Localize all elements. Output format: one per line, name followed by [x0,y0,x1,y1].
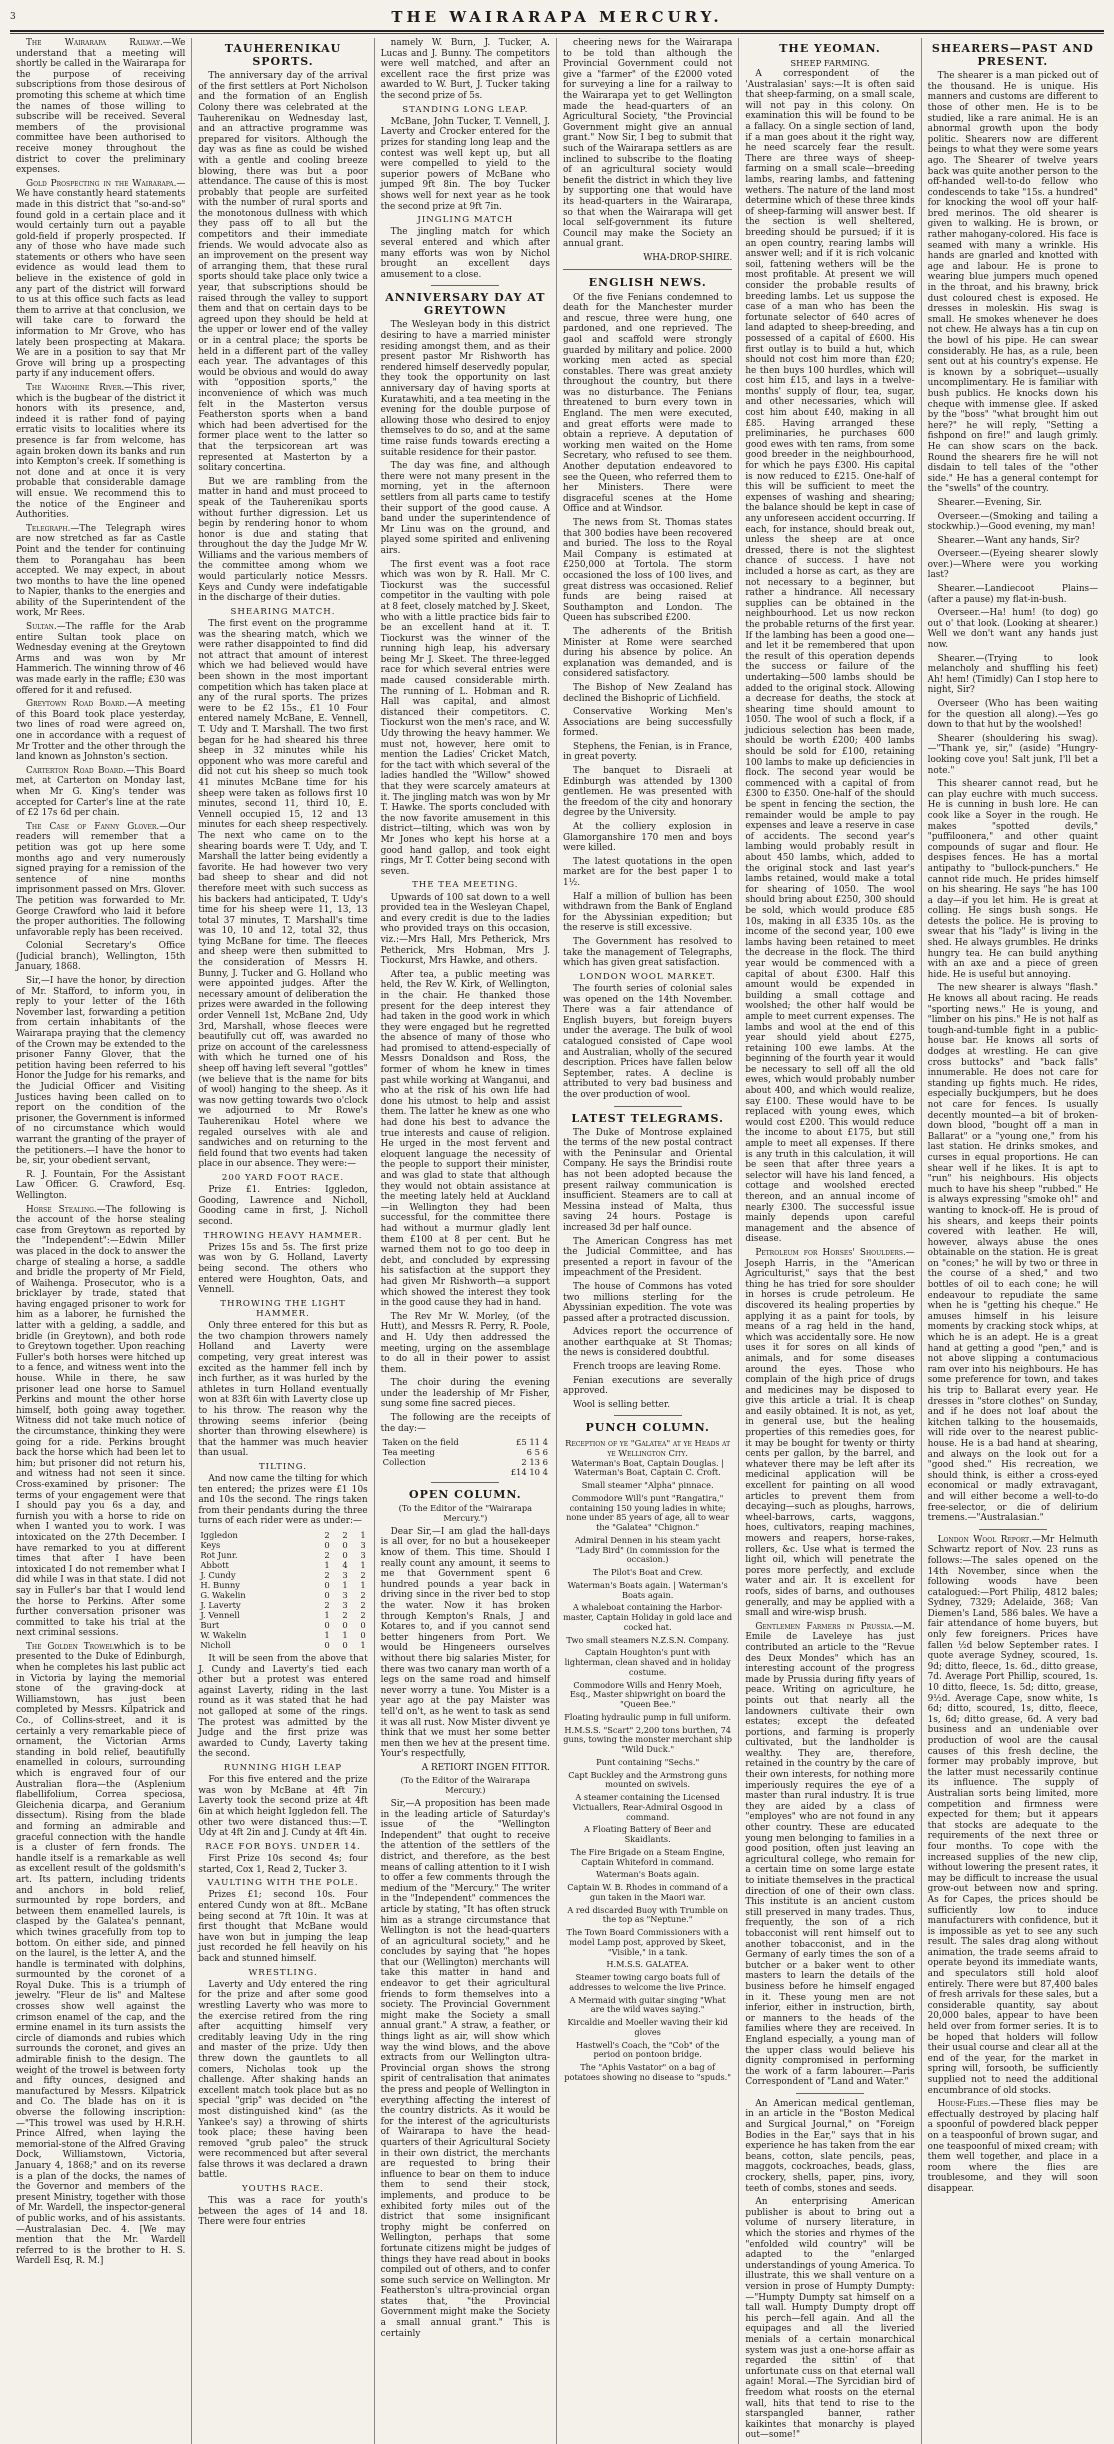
anniversary-paragraph: The Wesleyan body in this district desiring to have a married minister residing amongst them, and as their present pastor Mr Rishworth has rendered himself deservedly popular, they took the opportunity on last anniversary day of having sports at Kuratawhiti, and a tea meeting in the evening for the double purpose of allowing those who desired to enjoy themselves to do so, and at the same time raise funds towards erecting a suitable residence for their pastor. [380,320,550,458]
petroleum-item: Petroleum for Horses' Shoulders.—Joseph Harris, in the "American Agriculturist," says that the best thing he has tried for sore shoulder in horses is crude petroleum. He discovered its healing properties by applying it as a paint for tools, by means of a rag held in the hand, which was accidentally sore. He now uses it for sores on all kinds of animals, and for some diseases around the eyes. Those who complain of the high price of drugs and medicines may be disposed to give this article a trial. It is cheap and easily obtained. It is not, as yet, in general use, but the healing properties of this remedies goes, for it may be bought for twenty or thirty cents per gallon, by the barrel, and whatever there may be left after its medicinal application will be excellent for painting on all wood articles to prevent them from decaying—such as ploughs, harrows, wheel-barrows, carts, waggons, hoes, cultivators, reaping machines, mowers and reapers, horse-rakes, rollers, &c. Use what is termed the light oil, which will penetrate the pores more perfectly, and exclude water and air. It is excellent for roofs, sides of barns, and outhouses generally, and may be applied with a small and wire-wisp brush. [745,1247,915,1619]
tilting-table [198,1530,367,1650]
shearing-text: The first event on the programme was the shearing match, which we were rather disappointed to find did not attract that amount of interest which we had believed would have been shown in the most important competition which has taken place at any of the rural sports. The prizes were to be £2 15s., £1 10 Four entered namely McBane, E. Vennell, T. Udy and T. Marshall. The two first began for he had sheared his three sheep in 32 minutes while his opponent who was more careful and did not cut his sheep so much took 41 minutes McBane time for his sheep were taken as follows first 10 minutes, second 11, third 10, E. Vennell occupied 15, 12 and 13 minutes for each sheep respectively. The next who came on to the shearing boards were T. Udy, and T. Marshall the latter being evidently a favorite. He had however two very bad sheep to shear and did not therefore meet with such success as his backers had anticipated, T. Udy's time for his sheep were 11, 13, 13 total 37 minutes, T. Marshall's time was 10, 10 and 12, total 32, thus tying McBane for time. The fleeces and sheep were then submitted to the consideration of Messrs H. Bunny, J. Tucker and G. Holland who were appointed judges. After the necessary amount of deliberation the prizes were awarded in the following order Vennell 1st, McBane 2nd, Udy 3rd, Marshall, whose fleeces were beautifully cut off, was awarded no prize on account of the carelessness with which he turned one of his sheep off having left several "gottles" (we believe that is the name for bits of wool) hanging to the sheep. As it was now getting towards two o'clock we adjourned to Mr Rowe's Tauherenikau Hotel where we regaled ourselves with ale and sandwiches and on returning to the field found that two events had taken place in our absence. They were:— [198,619,368,1170]
separator [563,269,732,270]
tea-body [381,893,550,1435]
news-item-text: —The Telegraph wires are now stretched as far as Castle Point and the tender for continuing them to Porangahau has been accepted. We may expect, in about two months to have the line opened to Napier, thanks to the energies and ability of the Superintendent of the work, Mr Rees. [16,523,186,619]
throw-light-heading: THROWING THE LIGHT HAMMER. [220,1298,346,1319]
rider-name: Abbott [200,1560,229,1571]
tea-paragraph: The following are the receipts of the day:— [380,1413,550,1434]
shearers-paragraph: Overseer.—Ha! hum! (to dog) go out o' that look. (Looking at shearer.) Well we don't want any hands just now. [927,608,1098,651]
shearers-paragraph: Overseer (Who has been waiting for the question all along).—Yes go down to that hut by the woolshed! [927,699,1098,731]
sports-heading: TAUHERENIKAU SPORTS. [224,42,342,69]
news-item [16,822,185,939]
rings-a: 0 [324,1620,330,1631]
punch-line: Kircaldie and Moeller waving their kid gloves [567,2017,728,2037]
separator [614,1415,682,1416]
news-item-text: —Our readers will remember that a petition was got up here some months ago and very numerously signed praying for a remission of the sentence of nine months imprisonment passed on Mrs. Glover. The petition was forwarded to Mr. George Crawford who laid it before the proper authorities. The following unfavorable reply has been received. [16,821,186,938]
news-item-text: —The raffle for the Arab entire Sultan took place on Wednesday evening at the Greytown Arms and was won by Mr Hammerich. The winning throw of 46 was made early in the raffle; £30 was offered for it and refused. [16,622,186,696]
throw-heavy-heading: THROWING HEAVY HAMMER. [203,1230,363,1241]
rings-b: 3 [342,1590,348,1601]
prussia-item: Gentlemen Farmers in Prussia.—M. Emile de Laveleye has just contributed an article to the "Revue des Deux Mondes" which has an interesting account of the progress made by Prussia during fifty years of peace. Writing on agriculture, he points out that nearly all the landowners cultivate their own estates; except the defeated portions, and farming is properly cultivated, but the landholder is wealthy. They are, therefore, retained in the country by the care of their own interests, for nothing more imperiously requires the eye of a master than rural industry. It is true they are aided by a class of "employes" who are not found in any other country. These are educated young men belonging to families in a good position, often just leaving an agricultural college, who remain for a certain time on some large estate to initiate themselves in the practical direction of one of their own class. This institute is an ancient custom still preserved in many trades. Thus, frequently, the son of a rich tobacconist will rent himself out to another tobacconist, and in the Germany of early times the son of a butcher or a baker went to other masters to learn the details of the business before he himself engaged in it. These young men are not inferior, either in instruction, birth, or manners to the heads of the families where they are received. In England especially, a young man of the upper class would believe his dignity compromised in performing the work of a farm labourer.—Paris Correspondent of "Land and Water." [745,1621,915,2088]
standing-text: McBane, John Tucker, T. Vennell, J. Laverty and Crocker entered for the prizes for standing long leap and the contest was well kept up, but all were compelled to yield to the superior powers of McBane who jumped 9ft 8in. The boy Tucker shows well for next year as he took the second prize at 9ft 7in. [380,116,550,212]
news-item-text: R. J. Fountain, For the Assistant Law Officer. G. Crawford, Esq. Wellington. [16,1169,186,1201]
boys-heading: RACE FOR BOYS. UNDER 14. [205,1841,361,1852]
column-local-news [10,38,192,2444]
rings-b: 1 [342,1580,348,1591]
english-news-paragraph: The banquet to Disraeli at Edinburgh was attended by 1300 gentlemen. He was presented with the freedom of the city and honorary degree by the University. [562,766,733,819]
news-item [16,1205,185,1639]
punch-line: The "Aphis Vastator" on a bag of potatoes showing no disease to "spuds." [564,2062,732,2082]
tea-paragraph: The choir during the evening under the leadership of Mr Fisher, sung some fine sacred pieces. [380,1378,550,1410]
youths-heading: YOUTHS RACE. [241,2184,325,2195]
running-high-text: For this five entered and the prize was won by McBane at 4ft 7in Laverty took the second prize at 4ft 6in at which height Iggledon fell. The other two were distanced thus:—T. Udy at 4ft 2in and J. Cundy at 4ft 4in. [198,1775,368,1839]
vault-text: Prizes £1; second 10s. Four entered Cundy won at 8ft.. McBane being second at 7ft 10in. It was at first thought that McBane would have won but in jumping the leap just recorded he fell heavily on his back and stunned himself. [198,1890,368,1964]
news-item-text: Sir,—I have the honor, by direction of Mr. Stafford, to inform you, in reply to your letter of the 16th November last, forwarding a petition from certain inhabitants of the Wairarapa praying that the clemency of the Crown may be extended to the prisoner Fanny Glover, that the petition having been referred to his Honor the Judge for his remarks, and the Judicial Officer and Visiting Justices having been called on to report on the condition of the prisoner, the Government is informed of no circumstance which would warrant the granting of the prayer of the petitioners.—I have the honor to be, sir, your obedient servant, [16,976,186,1167]
news-item-lead: Horse Stealing. [26,1204,97,1215]
receipt-row [381,1467,550,1477]
column-anniversary [375,38,557,2444]
rings-c: 0 [360,1620,366,1631]
column-sports [192,38,374,2444]
wool-market-heading: LONDON WOOL MARKET. [579,971,716,982]
telegram-paragraph: The Duke of Montrose explained the terms of the new postal contract with the Peninsular and Oriental Company. He says the Brindisi route has not been adopted because the present railway communication is insufficient. Steamers are to call at Messina instead of Malta, thus saving 24 hours. Postage is increased 3d per half ounce. [562,1127,733,1233]
telegram-paragraph: The house of Commons has voted two millions sterling for the Abyssinian expedition. The vote was passed after a protracted discussion. [562,1281,733,1324]
news-item-lead: The Case of Fanny Glover. [26,821,160,832]
rings-c: 1 [360,1640,366,1651]
open-column-heading: OPEN COLUMN. [409,1488,522,1502]
wool-report-item: London Wool Report.—Mr Helmuth Schwartz report of Nov. 23 runs as follows:—The sales opened on the 14th November, since when the following woods have been catalogued:—Port Philip, 4812 bales; Sydney, 7329; Adelaide, 368; Van Diemen's Land, 586 bales. We have a fair attendance of home buyers, but only few foreigners. Prices have fallen ½d below September rates. I quote average Sydney, scoured, 1s. 9d; ditto, fleece, 1s. 6d., ditto grease, 7d. Average Port Phillip, scoured, 1s. 10 ditto, fleece, 1s. 5d; ditto, grease, 9½d. Average Cape, snow white, 1s 6d; ditto, scoured, 1s, ditto, fleece, 1s, 6d; ditto grease, 6d. A very bad business and an undeniable over production of wool are the causal causes of this fresh decline, the former may probably improve, but the latter must necessarily continue its influence. The supply of Australian sorts being limited, more competition and firmness were expected for them; but it appears that stocks are adequate to the requirements of the next three or four months. To cope with the increased supplies of the new clip, without lowering the present rates, it may be difficult to increase the usual grow-out between now and spring. As for Capes, the prices should be sufficiently low to induce manufacturers with confidence, but it is impossible as yet to see any such result. The sales drag along without animation, the trade seems afraid to operate beyond its immediate wants, and speculators still hold aloof entirely. There were but 87,400 bales of fresh arrivals for these sales, but a considerable quantity, say about 20,000 bales, appear to have been held over from former series. It is to be hoped that holders will follow their usual course and clear all at the end of the year, for the market in spring will, forsooth, be sufficiently supplied not to need the additional encumbrance of old stocks. [927,1534,1098,2096]
table-row [198,1530,367,1540]
news-item-lead: The Golden Trowel [26,1641,114,1652]
rider-name: Burt [200,1620,220,1631]
wool-market-text: The fourth series of colonial sales was opened on the 14th November. There was a fair attendance of English buyers, but foreign buyers under the average. The bulk of wool catalogued consisted of Cape wool and Australian, wholly of the secured description. Prices have fallen below September, rates. A decline is attributed to very bad business and the over production of wool. [562,983,733,1100]
news-item-lead: The Wairarapa Railway. [26,38,163,48]
tilting-after: It will be seen from the above that J. Cundy and Laverty's tied each other but a protest was entered against Laverty, riding in the last round as it was stated that he had not galloped at some of the rings. The protest was admitted by the Judge and the first prize was awarded to Cundy, Laverty taking the second. [198,1654,368,1760]
english-news-body [563,293,732,969]
rings-c: 2 [360,1590,366,1601]
shearers-heading: SHEARERS—PAST AND PRESENT. [931,42,1094,69]
english-news-paragraph: At the colliery explosion in Glamorganshire 170 men and boys were killed. [562,822,733,854]
punch-line: A red discarded Buoy with Trumble on the top as "Neptune." [567,1904,728,1925]
shearers-paragraph: Overseer.—(Smoking and tailing a stockwhip.)—Good evening, my man! [927,511,1098,533]
punch-line: Commodore Will's punt "Rangatira," containing 150 young ladies in white; none under 85 years of age, all to wear the "Galatea" "Chignon." [566,1492,730,1533]
punch-line: The Town Board Commissioners with a model Lamp post, approved by Skeet, "Visible," in a tank. [566,1927,729,1957]
rings-c: 1 [360,1580,366,1591]
table-row [198,1610,367,1620]
table-row [198,1620,367,1630]
news-item-lead: Greytown Road Board. [26,699,128,710]
telegram-paragraph: Advices report the occurrence of another earthquake at St Thomas; the news is considered doubtful. [562,1327,733,1359]
receipt-label: Tea meeting [382,1447,435,1458]
humpty-item: An enterprising American publisher is about to bring out a volume of nursery literature, in which the stories and rhymes of the "enfolded wild country" will be adapted to the "enlarged understandings of young America. To illustrate, this we shall venture on a version in prose of Humpty Dumpty:—"Humpty Dumpty sat himself on a tall wall. Humpty Dumpty dropt off his perch—fell again. And all the equipages and all the liveried menials of a certain monarchical system was just a one-horse affair as regarded the sittin' of that unfortunate cuss on that eternal wall again! Moral.—The Syrcidian bird of freedom what roosts on the eternal wall, hits that tend to rise to the starspangled banner, rather kaikintes that monarchy is played out—some!" [745,2197,915,2441]
wrestling-heading: WRESTLING. [248,1967,318,1978]
punch-line: Hastwell's Coach, the "Cob" of the period on pontoon bridge. [575,2039,720,2060]
yard-text: Prize £1. Entries: Iggledon, Gooding, Lawrence and Nicholl, Gooding came in first, J. Nicholl second. [198,1185,368,1227]
shearers-body [928,71,1098,1524]
punch-line: Steamer towing cargo boats full of addresses to welcome the live Prince. [569,1972,727,1992]
rider-name: H. Bunny [200,1580,241,1591]
house-flies-item: House-Flies.—These flies may be effectually destroyed by placing half a spoonful of powdered black pepper on a teaspoonful of brown sugar, and one teaspoonful of mixed cream; with them well together, and place in a room where the flies are troublesome, and they will soon disappear. [927,2099,1098,2194]
throw-light-text: Only three entered for this but as the two champion throwers namely Holland and Laverty were competing, very great interest was excited as the hammer fell inch by inch further, as it was hurled by the athletes in turn Holland eventually won at 83ft 6in with Laverty close up to his throw. The reason why the throwing seems inferior (being shorter than throwing elsewhere) is that the hammer was much heavier than usual. [198,1321,368,1459]
english-news-paragraph: Stephens, the Fenian, is in France, in great poverty. [562,741,733,763]
punch-line: Floating hydraulic pump in full uniform. [564,1711,732,1722]
punch-line: A whaleboat containing the Harbor-master, Captain Holiday in gold lace and cocked hat. [563,1602,733,1632]
telegram-paragraph: Wool is selling better. [572,1399,671,1410]
masthead [10,4,1104,32]
yard-heading: 200 YARD FOOT RACE. [221,1172,345,1183]
punch-line: Captain Houghton's punt with lighterman, clean shaved and in holiday costume. [564,1647,731,1677]
tea-paragraph: Upwards of 100 sat down to a well provided tea in the Wesleyan Chapel, and every credit is due to the ladies who provided trays on this occasion, viz.:—Mrs Hall, Mrs Petherick, Mrs Petherick, Mrs Hobman, Mrs J. Tiockurst, Mrs Hawke, and others. [380,892,550,967]
shearers-paragraph: The shearer is a man picked out of the thousand. He is unique. His manners and customs are different to those of other men. He is to be studied, like a rare animal. He is an abnormal growth upon the body politic. Shearers now are different beings to what they were some years ago. The Shearer of twelve years back was quite another person to the off-handed well-to-do fellow who condescends to take "15s. a hundred" for knocking the wool off your half-bred merinos. The old shearer is given to walking. He is brown, or rather mahogany-colored. His face is seamed with many a wrinkle. His hands are gnarled and knotted with age and labour. He is prone to wearing blue jumpers much opened in the throat, and his brawny, brick dust coloured chest is exposed. He dresses in moleskin. His swag is small. He smokes whenever he does not chew. He always has a tin cup on the bowl of his pipe. He can swear considerably. He has, as a rule, been sent out at his country's expense. He is known by a sobriquet—usually uncomplimentary. He is familiar with bush publics. He knocks down his cheque with immense glee. If asked by the "boss" "what brought him out here?" he will reply, "Setting a fishpond on fire!" and laugh grimly. He can show scars on the back. Round the shearers fire he will not disdain to tell tales of the "other side." He has a general contempt for the "swells" of the country. [927,71,1098,495]
news-item [16,383,185,521]
receipt-amount: £14 10 4 [510,1467,548,1478]
news-item [16,524,185,619]
punch-line: A steamer containing the Licensed Victuallers, Rear-Admiral Osgood in command. [572,1792,723,1822]
anniversary-paragraph: The first event was a foot race which was won by R. Hall. Mr C. Tiockurst was the successful competitor in the vaulting with pole at 8 feet, closely matched by J. Skeet, who with a little practice bids fair to be an excellent hand at it. T. Tiockurst was the winner of the running high leap, his adversary being Mr J. Skeet. The three-legged race for which several entries were made caused considerable mirth. The running of L. Hobman and R. Hall was capital, and almost distanced their competitors. C. Tiockurst won the men's race, and W. Udy throwing the heavy hammer. We must not, however, here omit to mention the Ladies' Cricket Match, for the tact with which several of the ladies handled the "Willow" showed that they were scarcely amateurs at it. The jingling match was won by Mr T. Hawke. The sports concluded with the now favorite amusement in this district—tilting, which was won by Mr Jones who kept his horse at a good hand gallop, and took eight rings, Mr T. Cotter being second with seven. [380,559,550,877]
news-item-text: —The following is the account of the horse stealing case from Greytown as reported by the "Independent":—Edwin Miller was placed in the dock to answer the charge of stealing a horse, a saddle and bridle the property of Mr Field, of Waihenga. Prosecutor, who is a bricklayer by trade, stated that having engaged prisoner to work for him as a laborer, he furnished the latter with a gelding, a saddle, and bridle (in Greytown), and both rode to Greytown together. Upon reaching Fuller's both horses were hitched up to a fence, and witness went into the house. While in there, he saw prisoner lead one horse to Samuel Perkins and mount the other horse himself, both going away together. Witness did not take much notice of the circumstance, thinking they were going for a ride. Perkins brought back the horse which had been let to him; but prisoner did not return his, and witness had not seen it since. Cross-examined by prisoner: The terms of your engagement were that I should pay you 6s a day, and furnish you with a horse to ride on when I wanted you to work. I was intoxicated on the 27th December. I have remarked to you at different times that after I have been intoxicated I do not remember what I did while I was in that state. I did not say in Fuller's bar that I would lend the horse to Perkins. After some further conversation prisoner was committed to take his trial at the next criminal sessions. [16,1204,186,1639]
english-news-paragraph: Conservative Working Men's Associations are being successfully formed. [562,707,733,739]
shearing-heading: SHEARING MATCH. [230,606,336,617]
rider-name: J. Laverty [200,1600,241,1611]
rings-a: 2 [324,1550,330,1561]
table-row [198,1580,367,1590]
rings-b: 2 [342,1530,348,1541]
page-number: 3 [10,12,16,22]
receipt-label: Taken on the field [382,1437,459,1448]
throw-heavy-text: Prizes 15s and 5s. The first prize was won by G. Holland, Laverty being second. The others who entered were Houghton, Oats, and Vennell. [198,1242,368,1296]
table-row [198,1630,367,1640]
standing-heading: STANDING LONG LEAP. [402,104,529,115]
shearers-paragraph: Shearer.—Landiecoot Plains—(after a pause) my flat-in-bush. [927,584,1098,605]
anniversary-paragraph: The day was fine, and although there were not many present in the morning, yet in the afternoon settlers from all parts came to testify their support of the good cause. A band under the superintendence of Mr Linu was on the ground, and played some spirited and enlivening airs. [380,461,550,556]
rider-name: Keys [200,1540,221,1551]
punch-line: Capt Buckley and the Armstrong guns mounted on swivels. [568,1769,728,1790]
separator [431,1482,499,1483]
punch-line: H.M.S.S. GALATEA. [606,1959,689,1970]
column-english-news [557,38,739,2444]
anniversary-heading: ANNIVERSARY DAY AT GREYTOWN [385,291,546,318]
news-item [16,1170,185,1202]
open-editor-note: (To the Editor of the "Wairarapa Mercury.") [398,1503,533,1524]
tea-paragraph: After tea, a public meeting was held, the Rev W. Kirk, of Wellington, in the chair. He thanked those present for the deep interest they had taken in the good work in which they were engaged but he regretted the absence of many of those who had promised to attend-especially of Messrs Donaldson and Ross, the former of whom he knew in times past while working at Wanganui, and who at the risk of his own life had done his utmost to help and assist them. The latter he knew as one who had done his best to advance the true interests and cause of religion. He urged in the most fervent and eloquent language the necessity of the people to support their minister, and was glad to state that although they would not obtain assistance at the meeting lately held at Auckland—in Wellington they had been successful, for the committee there had without a murmur gladly lent them £100 at 8 per cent. But he warned them not to go too deep in debt, and concluded by expressing his satisfaction at the support they had given Mr Rishworth—a support which showed the interest they took in the good cause they had in hand. [380,969,550,1309]
telegram-paragraph: French troops are leaving Rome. [572,1362,721,1373]
news-item-lead: Sultan. [26,622,57,633]
table-row [198,1550,367,1560]
punch-line: Waterman's Boats again. [596,1869,700,1880]
rider-name: Nicholl [200,1640,231,1651]
punch-line: Punt containing "Sechs." [596,1756,700,1767]
youths-continued: namely W. Burn, J. Tucker, A. Lucas and J. Bunny. The competitors were well matched, and after an excellent race the first prize was awarded to W. Burt, J. Tucker taking the second prize of 5s. [380,38,550,101]
shearers-paragraph: The new shearer is always "flash." He knows all about racing. He reads "sporting news." He is young, and "limber on his pins." He is not half as tough-and-tumble fight in a public-house bar. He knows all sorts of dodges at wrestling. He can give cross buttocks" and "back falls" innumerable. He does not care for standing up fights much. He rides, especially buckjumpers, but he does not care for fences. Is usually decently mounted—a bit of broken-down blood, "bought off a man in Ballarat" or a "young one," from his last station. He drinks smokes, and curses in equal proportions. He can shear well if he likes. It is apt to "run" his neighbours. His objects much to have his sheep "rubbed." He is always expressing "smoke oh!" and wanting to knock-off. He is proud of his shears, and keeps their points covered with leather. He will, however, always abuse the ones obtainable on the station. He is great on "cones;" he will by two or three in the course of a shed," and two bottles of oil to each cone; he will endeavour to repudiate the same when he is "getting his cheque." He amuses himself in his leisure moments by cracking stock whips, at which he is an adept. He is a great hand at getting a good "pen," and is not above slipping a contumacious ram over into his neighbours. He has some preference for town, and takes his trip to Ballarat every year. He dresses in "store clothes" on Sunday, and if he does not loaf about the kitchen talking to the housemaids, will ride over to the nearest public-house. He is a bad hand at shearing, and always on the look out for a "good shed." His recreation, we should think, is either a cross-eyed economical or madly extravagant, and will either become a well-to-do free-selector, or die of delirium tremens.—"Australasian." [927,983,1098,1524]
shearers-paragraph: Shearer (shouldering his swag).—"Thank ye, sir," (aside) "Hungry-looking cove you! Salt junk, I'll bet a note." [927,733,1098,776]
separator [979,1529,1047,1530]
punch-body [563,1459,732,2083]
table-row [198,1570,367,1580]
rings-c: 1 [360,1530,366,1541]
english-news-heading: ENGLISH NEWS. [588,276,707,290]
news-item-text: —This Board met, at Carterton on Monday last, when Mr G. King's tender was accepted for Carter's line at the rate of £2 17s 6d per chain. [16,765,186,819]
news-item [16,622,185,696]
receipts-table [381,1437,550,1477]
sports-intro-2: But we are rambling from the matter in hand and must proceed to speak of the Tauherenikau sports without further digression. Let us begin by rendering honor to whom honor is due and stating that throughout the day the Judge Mr W. Williams and the various members of the committee among whom we would particularly notice Messrs. Keys and Cundy were indefatigable in the discharge of their duties. [198,476,368,604]
news-item [16,179,185,380]
rider-name: Iggledon [200,1530,238,1541]
english-news-paragraph: The news from St. Thomas states that 300 bodies have been recovered and buried. The loss to the Royal Mail Company is estimated at £250,000 at Tortola. The storm occasioned the loss of 100 lives, and great distress was occasioned. Relief funds are being raised at Southampton and London. The Queen has subscribed £200. [562,518,733,624]
rings-b: 1 [342,1630,348,1641]
rings-b: 2 [342,1610,348,1621]
rings-c: 2 [360,1570,366,1581]
rings-c: 3 [360,1550,366,1561]
punch-line: The Pilot's Boat and Crew. [592,1567,703,1578]
rings-c: 1 [360,1560,366,1571]
second-letter: Sir,—A proposition has been made in the leading article of Saturday's issue of the "Wellington Independent" that ought to receive the attention of the settlers of the district, and therefore, as the best means of calling attention to it I wish to offer a few comments through the medium of the "Mercury." The writer in the "Independent" commences the article by stating, "It has often struck him as a strange circumstance that Wellington is not the head-quarters of an agricultural society," and he concludes by saying that "he hopes that our (Wellington) merchants will take this matter in hand and endeavor to get their agricultural friends to form themselves into a society. The Provincial Government might make the Society a small annual grant." A straw, a feather, or things light as air, will show which way the wind blows, and the above extracts from our Wellington ultra-Provincial organ shows the strong spirit of centralisation that animates the press and people of Wellington in everything affecting the interest of the country districts. As it would be for the interest of the agriculturists of Wairarapa to have the head-quarters of their Agricultural Society in their own district, the merchants are requested to bring their influence to bear on them to induce them to send their stock, implements, and produce to be exhibited forty miles out of the district that some insignificant trophy might be conferred on Wellington, perhaps that some fortunate citizens might be judges of things they have read about in books compiled out of others, and to confer some such service on Wellington. Mr Featherston's ultra-provincial organ states that, "the Provincial Government might make the Society a small annual grant." This is certainly [380,1798,550,2339]
rings-b: 3 [342,1570,348,1581]
column-shearers [922,38,1104,2444]
punch-line: Waterman's Boats again. | Waterman's Boats again. [567,1579,728,1600]
punch-line: A Floating Battery of Beer and Skaidlants. [584,1824,712,1845]
rings-a: 2 [324,1570,330,1581]
news-item [16,766,185,819]
telegram-paragraph: Fenian executions are severally approved. [562,1375,733,1397]
american-item: An American medical gentleman, in an article in the "Boston Medical and Surgical Journal," on "Foreign Bodies in the Ear," says that in his experience he has taken from the ear beans, cotton, slate pencils, peas, maggots, cockroaches, beads, glass, crockery, shells, paper, pins, ivory, teeth of combs, stones and seeds. [745,2098,915,2194]
news-item [16,1642,185,2267]
news-item [16,699,185,763]
tilting-heading: TILTING. [258,1461,308,1472]
rings-a: 0 [324,1590,330,1601]
running-high-heading: RUNNING HIGH LEAP [223,1763,343,1773]
rings-a: 1 [324,1560,330,1571]
yeoman-text: A correspondent of the 'Australasian' says:—It is often said that sheep-farming, on a small scale, will not pay in this colony. On examination this will be found to be a fallacy. On a single section of land, if a man goes about it the right way, he need scarcely fear the result. There are three ways of sheep-farming on a small scale—breeding lambs, rearing lambs, and fattening wethers. The nature of the land most determine which of these three kinds of sheep-farming will answer best. If the section is well sheltered, breeding should be pursued; if it is an open country, rearing lambs will answer well; and if it is rich volcanic soil, fattening wethers will be the most profitable. At present we will consider the probable results of breeding lambs. Let us suppose the case of a man who has been the fortunate selector of 640 acres of land adapted to sheep-breeding, and possessed of a capital of £600. His first outlay is to build a hut, which should not cost him more than £20; he then buys 100 hurdles, which will cost him £15, and lays in a twelve-months' supply of flour, tea, sugar, and other necessaries, which will cost him about £40, making in all £85. Having arranged these preliminaries, he purchases 600 good ewes with ten rams, from some good breeder in the neighbourhood, for which he pays £300. His capital is now reduced to £215. One-half of this will be sufficient to meet the expenses of washing and shearing; the balance should be kept in case of any unforeseen accident occurring. If each, for instance, should break out, unless the sheep are at once dressed, there is not the slightest chance of success. I have not included a horse as cart, as they are not necessary to a beginner, but rather a hindrance. All necessary supplies can be obtained in the neighbourhood. Let us now reckon the probable returns of the first year. If the lambing has been a good one—and let it be remembered that upon the result of this operation depends the success or failure of the undertaking—500 lambs should be added to the original stock. Allowing a decrease for deaths, the stock at shearing time should amount to 1050. The wool of such a flock, if a judicious selection has been made, should be worth £200; 400 lambs should be sold for £100, retaining 100 lambs to make up deficiencies in flock. The second year would be commenced with a capital of from £300 to £350. One-half of the should be spent in fencing the section, the remainder would be ample to pay expenses and leave a reserve in case of accidents. The second year's lambing would probably result in about 450 lambs, which, added to the original stock and last year's lambs retained, would make a total for shearing of 1050. The wool should bring about £250, 300 should be sold, which would produce £85 10s, making in all £335 10s. as the income of the second year, 100 ewe lambs having been retained to meet the decrease in the flock. The third year would be commenced with a capital of about £300. Half this amount would be expended in building a small cottage and woolshed; the other half would be ample to meet current expenses. The lambs and wool at the end of this year should yield about £275, retaining 100 ewe lambs. At the beginning of the fourth year it would be necessary to sell off all the old ewes, which would probably number about 400, and which would realize, say £100. These would have to be replaced with young ewes, which would cost £200. This would reduce the income to about £175, but still ample to meet all expenses. If there is any truth in this calculation, it will be seen that after three years a selector will have his land fenced, a cottage and woolshed erected thereon, and an annual income of nearly £300. The successful issue mainly depends upon careful management and the absence of disease. [745,69,915,1245]
punch-line: Admiral Dennen in his steam yacht "Lady Bird" (in commission for the occasion.) [574,1534,721,1565]
english-news-paragraph: The Government has resolved to take the management of Telegraphs, which has given great satisfaction. [562,936,733,969]
news-item-text: —We understand that a meeting will shortly be called in the Wairarapa for the purpose of receiving subscriptions from those desirous of promoting this scheme at which time the names of those willing to subscribe will be received. Several members of the provisional committee have been authorised to receive money throughout the district to cover the preliminary expenses. [16,38,186,176]
news-item-lead: The Waiohine River. [26,383,125,393]
wrestling-text: Laverty and Udy entered the ring for the prize and after some good wrestling Laverty who was more to the exercise retired from the ring after acquitting himself very creditably leaving Udy in the ring and master of the prize. Udy then threw down the gauntlets to all comers, Nicholas took up the challenge. After shaking hands an excellent match took place but as no special "grip" was decided on "the most distinguished kind" (as the Yankee's say) a throwing of shirts took place; these having been removed "grub paleo" the struck were recommenced but after several false throws it was declared a drawn battle. [198,1979,368,2181]
rings-c: 0 [360,1630,366,1641]
english-news-paragraph: The adherents of the British Minister at Rome were searched during his absence by police. An explanation was demanded, and is considered satisfactory. [562,626,733,680]
anniversary-body [381,320,550,877]
news-item-lead: Gold Prospecting in the Wairarapa. [26,178,177,189]
shearers-paragraph: Overseer.—(Eyeing shearer slowly over.)—Where were you working last? [927,549,1098,581]
columns [10,38,1104,2441]
separator [431,285,499,286]
separator [796,2093,864,2094]
rider-name: J. Vennell [200,1610,240,1621]
receipt-row [381,1447,550,1457]
receipt-label: Collection [382,1457,426,1468]
second-editor-note: (To the Editor of the Wairarapa Mercury.) [400,1775,531,1796]
table-row [198,1540,367,1550]
telegrams-body [563,1128,732,1411]
sports-intro-1: The anniversary day of the arrival of the first settlers at Port Nicholson and the formation of an English Colony there was celebrated at the Tauherenikau on Wednesday last, and an attractive programme was prepared for visitors. Although the day was as fine as could be wished with a gentle and cooling breeze blowing, there was but a poor attendance. The cause of this is most probably that people are surfeited with the number of rural sports and the monotonous dullness with which they pass off to all but the competitors and their immediate friends. We would advocate also as an improvement on the present way of arranging them, that these rural sports should take place only twice a year, that subscriptions should be raised through the valley to support them and that on certain days to be agreed upon they should be held at the upper or lower end of the valley or in a central place; the sports be held in a different part of the valley each year. The advantages of this would be obvious and would do away with "opposition sports," the inconvenience of which was much felt in the Masterton versus Featherston sports when a band which had been advertised for the former place went to the latter so that the terpsicorean art was represented at Masterton by a solitary concertina. [198,71,368,474]
rings-c: 3 [360,1540,366,1551]
rider-name: W. Wakelin [200,1630,247,1641]
shearers-paragraph: This shearer cannot read, but he can play euchre with much success. He is cunning in bush lore. He can cook like a Soyer in the rough. He makes "spotted devils," "puffiloonera," and other quaint compounds of sugar and flour. He despises fences. He has a mortal antipathy to "bullock-punchers." He cannot ride much. He prides himself on his shearing. He says "he has 100 a day—if you let him. He is great at colling. He sings bush songs. He detests the police. He is proving to swear that his "lady" is living in the shed. He always grumbles. He drinks hungry tea. He can build anything with an axe and a piece of green hide. He is useful but annoying. [927,779,1098,980]
receipt-row [381,1437,550,1447]
letter-signature: WHA-DROP-SHIRE. [643,252,733,263]
header-rule [10,33,1104,34]
shearers-paragraph: Shearer.—Want any hands, Sir? [937,535,1080,546]
news-item-text: —We have constantly heard statements made in this district that "so-and-so" found gold in a certain place and it would certainly turn out a payable gold-field if properly prospected. If any of those who have made such statements or others who have seen evidence as would lead them to believe in the existence of gold in any part of the district will forward to us at this office such facts as lead them to arrive at that conclusion, we will take care to forward the information to Mr Grove, who has lately been prospecting at Makara. We are in a position to say that Mr Grove will bring up a prospecting party if any inducement offers. [16,178,186,380]
rider-name: Rot Junr. [200,1550,238,1561]
receipt-amount: 2 13 6 [521,1457,548,1468]
jingling-text: The jingling match for which several entered and which after many efforts was won by Nichol brought an excellent days amusement to a close. [380,227,550,280]
rings-a: 1 [324,1610,330,1621]
rings-b: 4 [342,1560,348,1571]
punch-line: Captain W. B. Rhodes in command of a gun taken in the Maori war. [567,1882,728,1902]
rings-b: 0 [342,1640,348,1651]
rings-b: 0 [342,1540,348,1551]
english-news-paragraph: The Bishop of New Zealand has declined the Bishopric of Lichfield. [562,682,733,704]
receipt-amount: £5 11 4 [516,1437,548,1448]
rings-b: 0 [342,1620,348,1631]
receipt-row [381,1457,550,1467]
newspaper-title: THE WAIRARAPA MERCURY. [391,8,723,26]
receipt-amount: 6 5 6 [526,1447,548,1458]
rings-c: 2 [360,1600,366,1611]
sheep-farming-heading: SHEEP FARMING. [790,58,870,69]
news-item [16,941,185,973]
punch-line: The Fire Brigade on a Steam Engine, Captain Whiteford in command. [570,1846,725,1867]
english-news-paragraph: Half a million of bullion has been withdrawn from the Bank of England for the Abyssinian expedition; but the reserve is still excessive. [562,891,733,934]
table-row [198,1640,367,1650]
english-news-paragraph: The latest quotations in the open market are for the best paper 1 to 1½. [562,856,733,889]
punch-line: Small steamer "Alpha" pinnace. [581,1480,714,1491]
punch-subheading: Reception of ye "Galatea" at ye Heads at ye Wellington City. [565,1437,731,1458]
table-row [198,1590,367,1600]
tilting-text: And now came the tilting for which ten entered; the prizes were £1 10s and 10s the second. The rings taken from their pendants during the three turns of each rider were as under:— [198,1474,368,1527]
news-item [16,38,185,176]
punch-line: A Mermaid with guitar singing "What are the wild waves saying." [569,1994,726,2015]
rings-b: 3 [342,1600,348,1611]
tea-paragraph: The Rev Mr W. Morley, (of the Hutt), and Messrs R. Perry, R. Poole, and H. Udy then addressed the meeting, urging on the assemblage to do all in their power to assist them. [380,1311,550,1375]
punch-line: Commodore Wills and Henry Moeh, Esq., Master shipwright on board the "Queen Bee." [569,1679,726,1710]
rings-a: 0 [324,1580,330,1591]
rings-c: 2 [360,1610,366,1621]
punch-line: Two small steamers N.Z.S.N. Company. [566,1634,729,1645]
boys-text: First Prize 10s second 4s; four started, Cox 1, Read 2, Tucker 3. [198,1854,368,1875]
news-item-text: —This river, which is the bugbear of the district it honors with its presence, and, indeed it is rather fond of paying erratic visits to localities where its presence is far from welcome, has again broken down its banks and run into Kempton's creek. If something is not done and at once it is very probable that considerable damage will ensue. We recommend this to the notice of the Engineer and Authorities. [16,383,186,521]
letter-continued: cheering news for the Wairarapa to be told than although the Provincial Government could not give a "farmer" of the £2000 voted for surveying a line for a railway to the Wairarapa yet to get Wellington made the head-quarters of an Agricultural Society, "the Provincial Government might give an annual grant." Now Sir, I beg to submit that such of the Wairarapa settlers as are inclined to subscribe to the floating of an agricultural society would benefit the district in which they live by supporting one that would have its head-quarters in the Wairarapa, so that when the Wairarapa will get local self-government its future Council may make the Society an annual grant. [562,38,733,250]
rings-a: 1 [324,1630,330,1641]
shearers-paragraph: Shearer.—(Trying to look melancholy and shuffling his feet) Ah! hem! (Timidly) Can I stop here to night, Sir? [927,653,1098,696]
english-news-paragraph: Of the five Fenians condemned to death for the Manchester murder and rescue, three were hung, one pardoned, and one reprieved. The gaol and scaffold were strongly guarded by military and police. 2000 working men acted as special constables. There was great anxiety throughout the country, but there was no disturbance. The Fenians threatened to burn every town in England. The men were executed, and great efforts were made to obtain a reprieve. A deputation of working men waited on the Home Secretary, who refused to see them. Another deputation endeavored to see the Queen, who referred them to her Ministers. There were disgraceful scenes at the Home Office and at Windsor. [562,292,733,515]
vault-heading: VAULTING WITH THE POLE. [207,1878,359,1889]
open-letter: Dear Sir,—I am glad the hall-days is all over, for no but a housekeeper know of them. This time. Should I really count any amount, it seems to me that Government spent 6 hundred pounds a year back in driving since in the river bed to stop the water. Now it has broken through Kempton's Rnals, J and Kotares to, and if you cannot send better hingeners from Port. We would be Hingeneers ourselves without there big salaries Mister, for there was two canary man worth of a legs on the same road and himself never worry a tune. You Mister is a year ago at the pay Maister was tell'd on't, as he went to task as send it was all rust. Now Mister divvent ye think that we must her some better men then we hev at the present time. Your's respectfully, [380,1526,550,1760]
rider-name: G. Wakelin [200,1590,246,1601]
rings-a: 0 [324,1640,330,1651]
column-yeoman [739,38,921,2444]
news-item [16,976,185,1167]
rings-a: 2 [324,1530,330,1541]
rings-a: 0 [324,1540,330,1551]
table-row [198,1600,367,1610]
news-item-lead: Telegraph. [26,523,71,534]
jingling-heading: JINGLING MATCH [417,215,514,226]
table-row [198,1560,367,1570]
receipt-label [381,1467,493,1477]
punch-column-heading: PUNCH COLUMN. [585,1421,710,1435]
rings-b: 0 [342,1550,348,1561]
news-item-text: —A meeting of this Board took place yesterday, two lines of road were agreed on, one in accordance with a request of Mr Trotter and the other through the land known as Johnston's section. [16,699,186,763]
news-item-lead: Carterton Road Board. [26,765,126,776]
rider-name: J. Cundy [200,1570,236,1581]
punch-line: Waterman's Boat, Captain Douglas. | Waterman's Boat, Captain C. Croft. [571,1457,724,1478]
telegrams-heading: LATEST TELEGRAMS. [571,1111,724,1125]
yeoman-heading: THE YEOMAN. [779,42,881,55]
telegram-paragraph: The American Congress has met the Judicial Committee, and has presented a report in favour of the impeachment of the President. [562,1236,733,1279]
tea-heading: THE TEA MEETING. [412,880,519,891]
shearers-paragraph: Shearer.—Evening, Sir. [937,497,1042,508]
news-item-text: Colonial Secretary's Office (Judicial branch), Wellington, 15th January, 1868. [16,941,186,973]
separator [614,1106,682,1107]
youths-text: This was a race for youth's between the ages of 14 and 18. There were four entries [198,2196,368,2228]
news-item-text: which is to be presented to the Duke of Edinburgh, when he completes his last public act in Victoria by laying the memorial stone of the graving-dock at Williamstown, has just been completed by Messrs. Kilpatrick and Co., of Collins-street, and it is certainly a very remarkable piece of ornament, the Victorian Arms standing in bold relief, beautifully enamelled in colours, surrounding which is engraved four of our Australian flora—the (Asplenium flabellifolium, Correa speciosa, Gleichenia dicarpa, and Geranium dissectum). Rising from the blade and forming an admirable and graceful connection with the handle is a cluster of fern fronds. The handle itself is a remarkable as well as excellent result of the goldsmith's art. Its pattern, including tridents and anchors in bold relief, surmounted by rope borders, and between them enamelled laurels, is clasped by the Galatea's pennant, which twines gracefully from top to bottom. On either side, and pinned on the laurel, is the letter A, and the handle is terminated with dolphins, surmounted by the coronet of a Royal Duke. This is a triumph of jewelry. "Fleur de lis" and Maltese crosses show well against the crimson enamel of the cap, and the ermine enamel in its turn assists the circle of diamonds and rubies which surrounds the coronet, and gives an admirable finish to the design. The weight of the trowel is between forty and fifty ounces, designed and manufactured by Messrs. Kilpatrick and Co. The blade has on it is obverse the following inscription:—"This trowel was used by H.R.H. Prince Alfred, when laying the memorial-stone of the Alfred Graving Dock, Williamstown, Victoria, January 4, 1868;" and on its reverse is a plan of the docks, the names of the Governor and members of the present Ministry, together with those of Mr. Wardell, the inspector-general of public works, and of his assistants.—Australasian Dec. 4. [We may mention that the Mr. Wardell referred to is the brother to H. S. Wardell Esq, R. M.] [16,1641,186,2267]
punch-line: H.M.S.S. "Scart" 2,200 tons burthen, 74 guns, towing the monster merchant ship "Wild Duck." [563,1724,733,1755]
open-letter-signature: A RETIORT INGEN FITTOR. [421,1762,550,1773]
rings-a: 2 [324,1600,330,1611]
